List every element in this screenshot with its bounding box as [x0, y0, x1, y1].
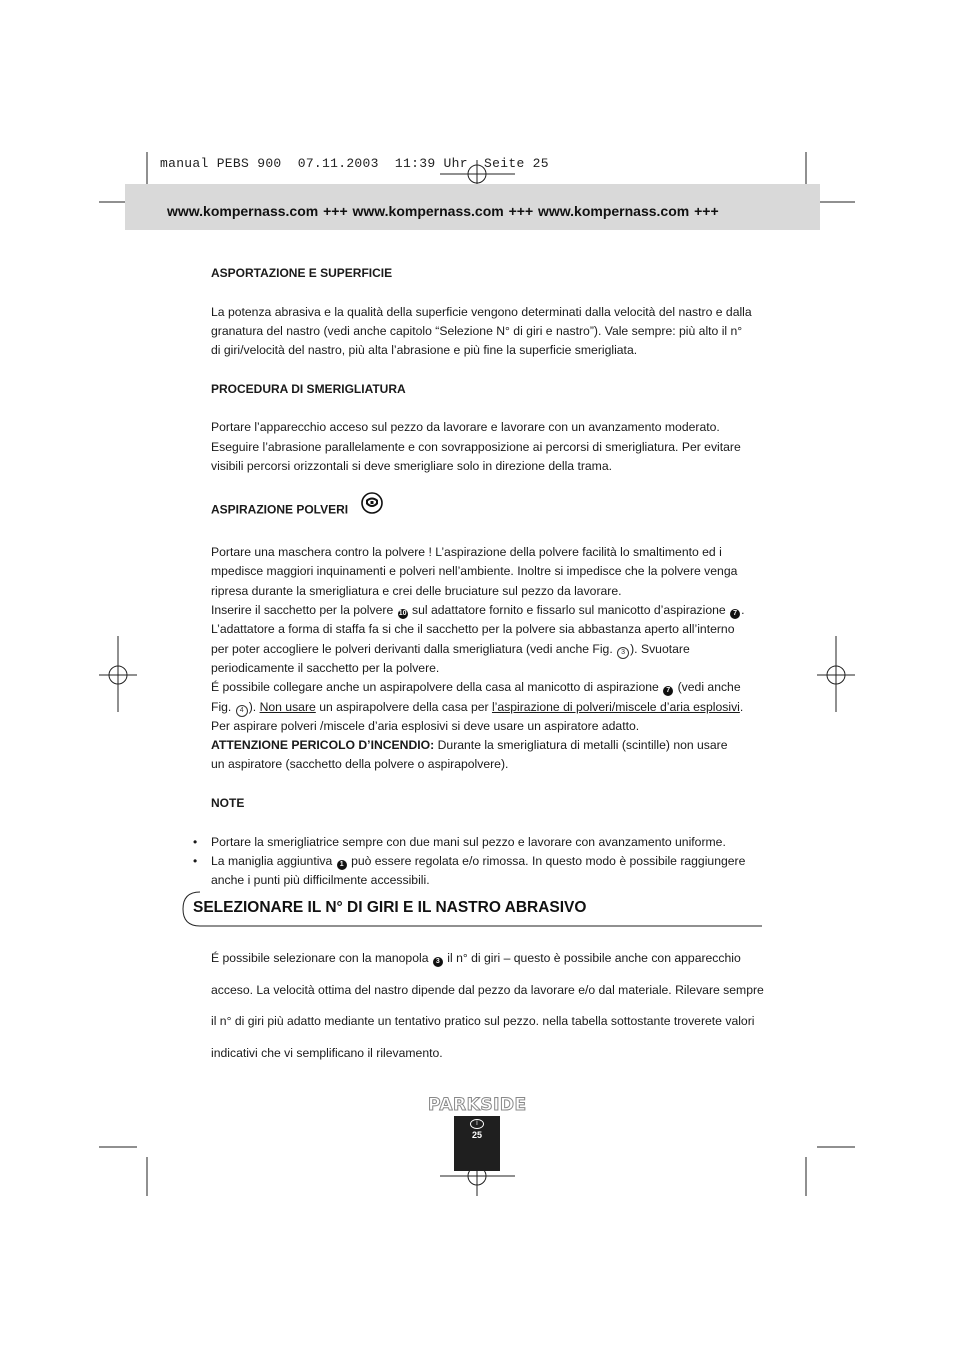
website-banner-text: www.kompernass.com +++ www.kompernass.com +++ www.kompernass.com +++: [167, 203, 719, 219]
asportazione-line: La potenza abrasiva e la qualità della superficie vengono determinati dalla velocità del nastro e dalla: [211, 304, 752, 319]
page-number-box: [454, 1116, 500, 1171]
text-segment: É possibile selezionare con la manopola: [211, 951, 429, 966]
procedura-line: Portare l’apparecchio acceso sul pezzo da lavorare e lavorare con un avanzamento moderato.: [211, 420, 720, 435]
main-content: [211, 264, 771, 891]
aspirazione-line: Portare una maschera contro la polvere ! L’aspirazione della polvere facilità lo smaltimento ed i: [211, 545, 722, 560]
aspirazione-line: [211, 698, 771, 717]
print-header: manual PEBS 900 07.11.2003 11:39 Uhr Seite 25: [160, 156, 549, 171]
list-item: [211, 833, 771, 852]
text-segment: Inserire il sacchetto per la polvere: [211, 603, 394, 618]
selezionare-line: il n° di giri più adatto mediante un tentativo pratico sul pezzo. nella tabella sottostante troverete valori: [211, 1014, 755, 1029]
aspirazione-line: [211, 678, 771, 697]
selezionare-content: [211, 937, 771, 1075]
heading-procedura: PROCEDURA DI SMERIGLIATURA: [211, 381, 406, 396]
text-segment: il n° di giri – questo è possibile anche con apparecchio: [447, 951, 741, 966]
text-segment: .: [741, 603, 745, 618]
list-item: [211, 852, 771, 891]
text-segment: La maniglia aggiuntiva: [211, 853, 333, 868]
part-number-7-icon: 7: [663, 686, 673, 696]
text-segment: sul adattatore fornito e fissarlo sul manicotto d’aspirazione: [412, 603, 726, 618]
part-number-3-icon: 3: [433, 957, 443, 967]
underlined-warning: l’aspirazione di polveri/miscele d’aria esplosivi: [491, 699, 740, 714]
text-segment: per poter accogliere le polveri derivanti dalla smerigliatura (vedi anche Fig.: [211, 641, 613, 656]
procedura-line: Eseguire l’abrasione parallelamente e con sovrapposizione ai percorsi di smerigliatura. Per evitare: [211, 439, 741, 454]
text-segment: ). Svuotare: [630, 641, 690, 656]
section-title-box: [183, 890, 763, 926]
part-number-10-icon: 10: [398, 610, 407, 618]
text-segment: Fig.: [211, 699, 232, 714]
heading-aspirazione-text: ASPIRAZIONE POLVERI: [211, 501, 349, 516]
asportazione-line: granatura del nastro (vedi anche capitolo “Selezione N° di giri e nastro”). Vale sempre: più alto il n°: [211, 323, 743, 338]
underlined-warning: Non usare: [259, 699, 316, 714]
section-title: SELEZIONARE IL N° DI GIRI E IL NASTRO ABRASIVO: [193, 899, 587, 916]
language-badge: I: [470, 1119, 484, 1129]
dust-mask-icon: [361, 492, 383, 520]
aspirazione-line: Per aspirare polveri /miscele d’aria esplosivi si deve usare un aspiratore adatto.: [211, 718, 640, 733]
fire-warning-label: ATTENZIONE PERICOLO D’INCENDIO:: [211, 738, 435, 753]
heading-asportazione: ASPORTAZIONE E SUPERFICIE: [211, 266, 393, 280]
aspirazione-line: [211, 736, 771, 755]
procedura-line: visibili percorsi orizzontali si deve smerigliare solo in direzione della trama.: [211, 458, 612, 473]
aspirazione-line: [211, 601, 771, 620]
text-segment: .: [739, 699, 744, 714]
aspirazione-line: [211, 640, 771, 659]
text-segment: Portare la smerigliatrice sempre con due mani sul pezzo e lavorare con avanzamento uniforme.: [211, 834, 726, 849]
parkside-logo: PARKSIDE: [428, 1095, 527, 1115]
selezionare-line: acceso. La velocità ottima del nastro dipende dal pezzo da lavorare e/o dal materiale. Rilevare sempre: [211, 982, 764, 997]
aspirazione-line: periodicamente il sacchetto per la polvere.: [211, 660, 440, 675]
text-segment: É possibile collegare anche un aspirapolvere della casa al manicotto di aspirazione: [211, 680, 659, 695]
part-number-1-icon: 1: [337, 860, 347, 870]
note-list: [211, 833, 771, 891]
selezionare-line: [211, 949, 771, 968]
text-segment: Durante la smerigliatura di metalli (scintille) non usare: [437, 738, 728, 753]
text-segment: può essere regolata e/o rimossa. In questo modo è possibile raggiungere: [351, 853, 746, 868]
asportazione-line: di giri/velocità del nastro, più alta l’abrasione e più fine la superficie smerigliata.: [211, 343, 638, 358]
aspirazione-line: ripresa durante la smerigliatura e crei delle bruciature sul pezzo da lavorare.: [211, 583, 622, 598]
website-banner: [125, 184, 820, 230]
text-segment: anche i punti più difficilmente accessibili.: [211, 873, 430, 888]
figure-3-icon: 3: [617, 647, 629, 659]
heading-note: NOTE: [211, 796, 245, 811]
aspirazione-line: un aspiratore (sacchetto della polvere o aspirapolvere).: [211, 757, 509, 772]
text-segment: un aspirapolvere della casa per: [319, 699, 489, 714]
figure-4-icon: 4: [236, 705, 248, 717]
part-number-7-icon: 7: [730, 609, 740, 619]
aspirazione-line: mpedisce maggiori inquinamenti e polveri nell’ambiente. Inoltre si impedisce che la polvere venga: [211, 564, 738, 579]
aspirazione-line: L’adattatore a forma di staffa fa si che il sacchetto per la polvere sia abbastanza aperto all’interno: [211, 622, 735, 637]
text-segment: ).: [248, 699, 257, 714]
page-number: 25: [471, 1130, 482, 1140]
heading-aspirazione: [211, 496, 771, 524]
text-segment: (vedi anche: [677, 680, 741, 695]
selezionare-line: indicativi che vi semplificano il rilevamento.: [211, 1045, 443, 1060]
